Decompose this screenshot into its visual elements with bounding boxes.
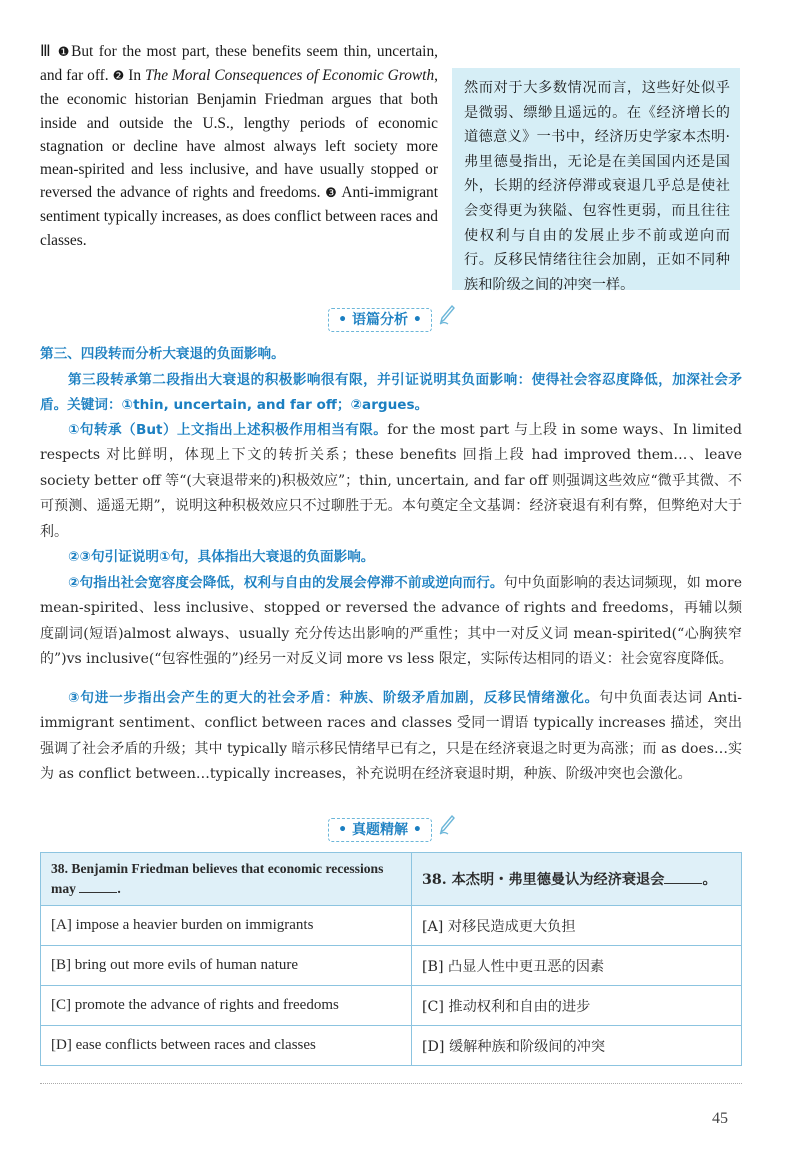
option-row-c [41, 986, 742, 1026]
sentence-1: But for the most part, these benefits seem thin, uncertain, and far off. [40, 43, 438, 85]
sentence-2-rest: , the economic historian Benjamin Friedman argues that both inside and outside the U.S., lengthy periods of economic stagnation or decline have almost always left society more mean-spirited and less inclusive, and have usually stopped or reversed the advance of rights and freedoms. [40, 67, 438, 202]
exam-header-label: • 真题精解 • [338, 822, 422, 838]
analysis-paragraph-5 [40, 686, 742, 788]
exam-header [328, 818, 432, 842]
answer-blank [79, 880, 117, 893]
pen-icon [438, 304, 456, 326]
analysis-summary [40, 342, 742, 367]
sentence-1-number: ❶ [57, 45, 72, 60]
question-en-text: 38. Benjamin Friedman believes that economic recessions may [51, 861, 384, 896]
analysis-paragraph-2 [40, 418, 742, 545]
question-en [41, 853, 412, 906]
analysis-paragraph-4 [40, 571, 742, 673]
option-c-cn: [C] 推动权利和自由的进步 [412, 986, 742, 1026]
analysis-header-label: • 语篇分析 • [338, 312, 422, 328]
analysis-p3-text: ②③句引证说明①句，具体指出大衰退的负面影响。 [68, 549, 375, 565]
analysis-p2-bold: ①句转承（But）上文指出上述积极作用相当有限。 [68, 422, 388, 438]
analysis-summary-text: 第三、四段转而分析大衰退的负面影响。 [40, 346, 285, 362]
question-cn-text: 38. 本杰明・弗里德曼认为经济衰退会 [422, 872, 665, 888]
option-b-en: [B] bring out more evils of human nature [41, 946, 412, 986]
analysis-p2-text: for the most part 与上段 in some ways、In limited respects 对比鲜明，体现上下文的转折关系；these benefits 回指上段 had improved them…、leave society better off 等“(大衰退带来的)积极效应”；thin, uncertain, and far off 则强调这些效应“微乎其微、不可预测、遥遥无期”，说明这种积极效应只不过聊胜于无。本句奠定全文基调：经济衰退有利有弊，但弊绝对大于利。 [40, 422, 742, 540]
option-row-d [41, 1026, 742, 1066]
sentence-2-start: In [128, 67, 142, 85]
analysis-p5-text: 句中负面表达词 Anti-immigrant sentiment、conflict between races and classes 受同一谓语 typically increases 描述，突出强调了社会矛盾的升级；其中 typically 暗示移民情绪早已有之，只是在经济衰退之时更为高涨；而 as does…实为 as conflict between…typically increases，补充说明在经济衰退时期，种族、阶级冲突也会激化。 [40, 690, 742, 783]
analysis-p1-text: 第三段转承第二段指出大衰退的积极影响很有限，并引证说明其负面影响：使得社会容忍度降低，加深社会矛盾。关键词：①thin, uncertain, and far off；②argues。 [40, 372, 742, 414]
option-b-cn: [B] 凸显人性中更丑恶的因素 [412, 946, 742, 986]
translation-box [452, 68, 740, 293]
question-table [40, 852, 742, 1066]
option-row-a [41, 906, 742, 946]
analysis-header [328, 308, 432, 332]
option-a-cn: [A] 对移民造成更大负担 [412, 906, 742, 946]
sentence-2-number: ❷ [112, 69, 125, 85]
english-passage [40, 40, 438, 252]
analysis-p5-bold: ③句进一步指出会产生的更大的社会矛盾：种族、阶级矛盾加剧，反移民情绪激化。 [68, 690, 600, 706]
analysis-paragraph-3 [40, 545, 742, 570]
option-d-en: [D] ease conflicts between races and classes [41, 1026, 412, 1066]
answer-blank [664, 871, 702, 884]
footer-divider [40, 1083, 742, 1084]
book-title: The Moral Consequences of Economic Growth [144, 67, 435, 85]
analysis-p4-bold: ②句指出社会宽容度会降低，权利与自由的发展会停滞不前或逆向而行。 [68, 575, 504, 591]
question-row [41, 853, 742, 906]
question-en-end: . [117, 881, 121, 896]
question-cn [412, 853, 742, 906]
translation-text: 然而对于大多数情况而言，这些好处似乎是微弱、缥缈且遥远的。在《经济增长的道德意义》一书中，经济历史学家本杰明·弗里德曼指出，无论是在美国国内还是国外，长期的经济停滞或衰退几乎总是使社会变得更为狭隘、包容性更弱，而且往往使权利与自由的发展止步不前或逆向而行。反移民情绪往往会加剧，正如不同种族和阶级之间的冲突一样。 [464, 80, 730, 293]
question-cn-end: 。 [702, 872, 717, 888]
sentence-3-number: ❸ [325, 186, 338, 202]
option-d-cn: [D] 缓解种族和阶级间的冲突 [412, 1026, 742, 1066]
option-c-en: [C] promote the advance of rights and freedoms [41, 986, 412, 1026]
option-row-b [41, 946, 742, 986]
option-a-en: [A] impose a heavier burden on immigrants [41, 906, 412, 946]
paragraph-mark: Ⅲ [40, 43, 53, 60]
pen-icon [438, 814, 456, 836]
page-number: 45 [712, 1110, 728, 1127]
analysis-p4-text: 句中负面影响的表达词频现，如 more mean-spirited、less inclusive、stopped or reversed the advance of rights and freedoms，再辅以频度副词(短语)almost always、usually 充分传达出影响的严重性；其中一对反义词 mean-spirited(“心胸狭窄的”)vs inclusive(“包容性强的”)经另一对反义词 more vs less 限定，实际传达相同的语义：社会宽容度降低。 [40, 575, 742, 668]
analysis-paragraph-1 [40, 368, 742, 419]
sentence-3: Anti-immigrant sentiment typically increases, as does conflict between races and classes. [40, 184, 439, 249]
